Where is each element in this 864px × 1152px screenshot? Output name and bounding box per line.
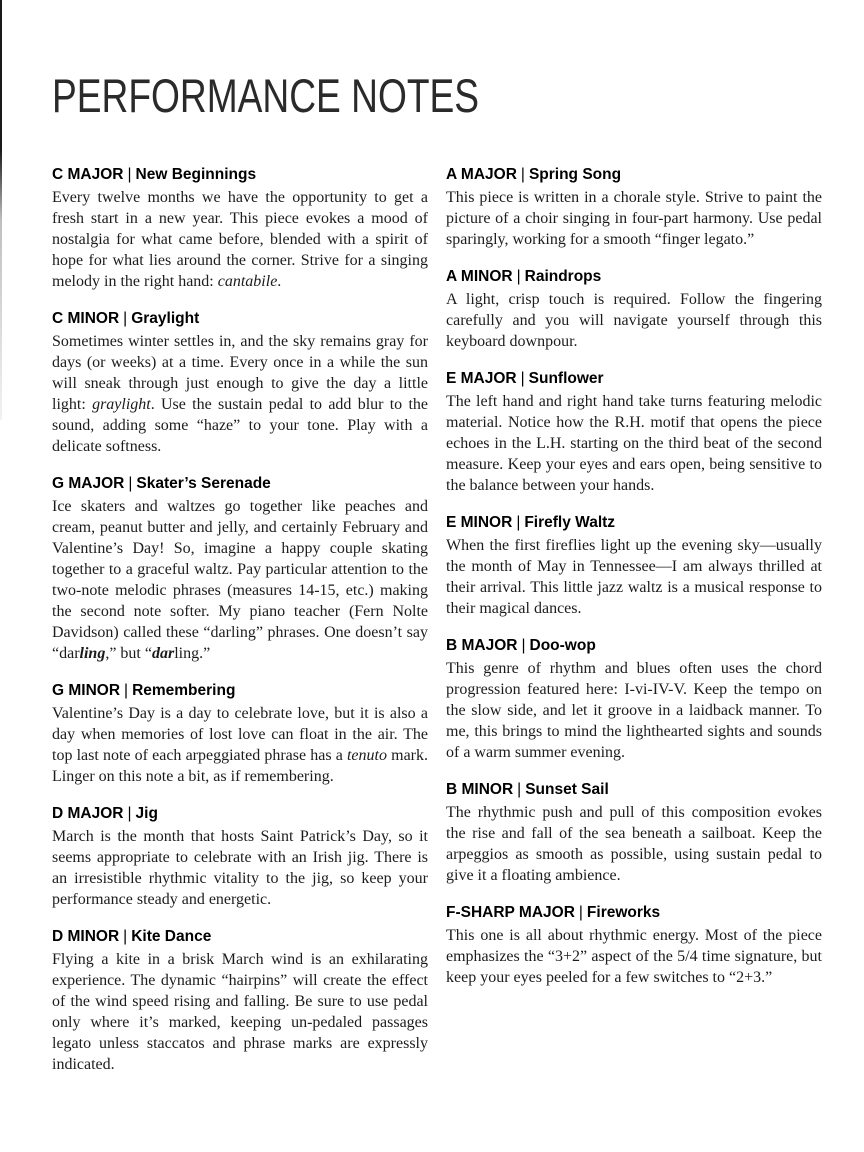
section-key: B MINOR bbox=[446, 781, 514, 798]
section-body: Every twelve months we have the opportunity to get a fresh start in a new year. This piece evokes a mood of nostalgia for what came before, blended with a spirit of hope for what lies around the corner. Strive for a singing melody in the right hand: cantabile. bbox=[52, 189, 428, 290]
section-piece-title: Sunset Sail bbox=[525, 781, 609, 798]
section-piece-title: Graylight bbox=[131, 310, 200, 327]
section-body: March is the month that hosts Saint Patrick’s Day, so it seems appropriate to celebrate with an Irish jig. There is an irresistible rhythmic vitality to the jig, so keep your performance steady and energetic. bbox=[52, 828, 428, 908]
section-piece-title: Remembering bbox=[132, 682, 236, 699]
heading-separator: | bbox=[520, 370, 525, 387]
section-heading bbox=[446, 780, 822, 800]
column-left bbox=[52, 165, 428, 1092]
section-heading bbox=[446, 267, 822, 287]
section-piece-title: Firefly Waltz bbox=[524, 514, 616, 531]
heading-separator: | bbox=[124, 682, 129, 699]
heading-separator: | bbox=[123, 928, 128, 945]
section-key: G MINOR bbox=[52, 682, 121, 699]
section-heading bbox=[446, 165, 822, 185]
note-section-f-sharp-major-fireworks bbox=[446, 903, 822, 988]
note-section-c-minor-graylight bbox=[52, 309, 428, 457]
section-body: This one is all about rhythmic energy. Most of the piece emphasizes the “3+2” aspect of the 5/4 time signature, but keep your eyes peeled for a few switches to “2+3.” bbox=[446, 927, 822, 986]
section-body: Flying a kite in a brisk March wind is an exhilarating experience. The dynamic “hairpins” will create the effect of the wind speed rising and falling. Be sure to use pedal only where it’s marked, keeping un-pedaled passages legato unless staccatos and phrase marks are expressly indicated. bbox=[52, 951, 428, 1073]
section-key: E MINOR bbox=[446, 514, 513, 531]
section-key: C MINOR bbox=[52, 310, 120, 327]
note-section-a-major-spring-song bbox=[446, 165, 822, 250]
section-body: The rhythmic push and pull of this composition evokes the rise and fall of the sea beneath a sailboat. Keep the arpeggios as smooth as possible, using sustain pedal to give it a floating ambience. bbox=[446, 804, 822, 884]
section-piece-title: Doo-wop bbox=[529, 637, 596, 654]
section-piece-title: Kite Dance bbox=[131, 928, 212, 945]
section-heading bbox=[446, 636, 822, 656]
section-piece-title: Fireworks bbox=[586, 904, 661, 921]
note-section-g-minor-remembering bbox=[52, 681, 428, 787]
section-key: D MINOR bbox=[52, 928, 120, 945]
section-key: A MAJOR bbox=[446, 166, 517, 183]
section-piece-title: Spring Song bbox=[528, 166, 622, 183]
note-section-b-major-doo-wop bbox=[446, 636, 822, 763]
heading-separator: | bbox=[516, 514, 521, 531]
section-piece-title: Raindrops bbox=[524, 268, 602, 285]
section-body: This piece is written in a chorale style. Strive to paint the picture of a choir singing in four-part harmony. Use pedal sparingly, working for a smooth “finger legato.” bbox=[446, 189, 822, 248]
section-body: Ice skaters and waltzes go together like peaches and cream, peanut butter and jelly, and certainly February and Valentine’s Day! So, imagine a happy couple skating together to a graceful waltz. Pay particular attention to the two-note melodic phrases (measures 14-15, etc.) making the second note softer. My piano teacher (Fern Nolte Davidson) called these “darling” phrases. One doesn’t say “darling,” but “darling.” bbox=[52, 498, 428, 662]
section-key: A MINOR bbox=[446, 268, 513, 285]
section-heading bbox=[52, 309, 428, 329]
section-heading bbox=[446, 513, 822, 533]
heading-separator: | bbox=[127, 166, 132, 183]
note-section-d-minor-kite-dance bbox=[52, 927, 428, 1075]
column-right bbox=[446, 165, 822, 1092]
section-key: C MAJOR bbox=[52, 166, 124, 183]
section-key: F-SHARP MAJOR bbox=[446, 904, 575, 921]
section-heading bbox=[52, 681, 428, 701]
heading-separator: | bbox=[520, 166, 525, 183]
note-section-d-major-jig bbox=[52, 804, 428, 910]
note-section-e-major-sunflower bbox=[446, 369, 822, 496]
note-section-b-minor-sunset-sail bbox=[446, 780, 822, 886]
section-piece-title: Sunflower bbox=[528, 370, 604, 387]
section-body: A light, crisp touch is required. Follow the fingering carefully and you will navigate yourself through this keyboard downpour. bbox=[446, 291, 822, 350]
heading-separator: | bbox=[128, 475, 133, 492]
two-column-layout bbox=[52, 165, 822, 1092]
note-section-g-major-skaters-serenade bbox=[52, 474, 428, 664]
section-body: Valentine’s Day is a day to celebrate love, but it is also a day when memories of lost love can float in the air. The top last note of each arpeggiated phrase has a tenuto mark. Linger on this note a bit, as if remembering. bbox=[52, 705, 429, 785]
section-body: Sometimes winter settles in, and the sky remains gray for days (or weeks) at a time. Every once in a while the sun will sneak through just enough to give the day a little light: graylight. Use the sustain pedal to add blur to the sound, adding some “haze” to your tone. Play with a delicate softness. bbox=[52, 333, 429, 455]
section-key: D MAJOR bbox=[52, 805, 124, 822]
heading-separator: | bbox=[521, 637, 526, 654]
note-section-c-major-new-beginnings bbox=[52, 165, 428, 292]
page-title: PERFORMANCE NOTES bbox=[52, 69, 480, 122]
section-heading bbox=[52, 804, 428, 824]
section-heading bbox=[446, 903, 822, 923]
section-body: The left hand and right hand take turns featuring melodic material. Notice how the R.H. motif that opens the piece echoes in the L.H. starting on the third beat of the second measure. Keep your eyes and ears open, being sensitive to the balance between your hands. bbox=[446, 393, 822, 494]
note-section-a-minor-raindrops bbox=[446, 267, 822, 352]
scan-edge-artifact bbox=[0, 0, 2, 420]
note-section-e-minor-firefly-waltz bbox=[446, 513, 822, 619]
section-heading bbox=[446, 369, 822, 389]
heading-separator: | bbox=[517, 781, 522, 798]
section-key: E MAJOR bbox=[446, 370, 517, 387]
heading-separator: | bbox=[578, 904, 583, 921]
section-body: When the first fireflies light up the evening sky—usually the month of May in Tennessee—I am always thrilled at their arrival. This little jazz waltz is a musical response to their magical dances. bbox=[446, 537, 822, 617]
section-key: B MAJOR bbox=[446, 637, 518, 654]
section-heading bbox=[52, 927, 428, 947]
heading-separator: | bbox=[123, 310, 128, 327]
section-body: This genre of rhythm and blues often uses the chord progression featured here: I-vi-IV-V. Keep the tempo on the slow side, and let it groove in a laidback manner. To me, this brings to mind the lighthearted sights and sounds of a warm summer evening. bbox=[446, 660, 822, 761]
section-piece-title: New Beginnings bbox=[135, 166, 257, 183]
section-key: G MAJOR bbox=[52, 475, 125, 492]
section-heading bbox=[52, 165, 428, 185]
section-piece-title: Jig bbox=[135, 805, 158, 822]
heading-separator: | bbox=[127, 805, 132, 822]
section-heading bbox=[52, 474, 428, 494]
section-piece-title: Skater’s Serenade bbox=[136, 475, 271, 492]
heading-separator: | bbox=[516, 268, 521, 285]
